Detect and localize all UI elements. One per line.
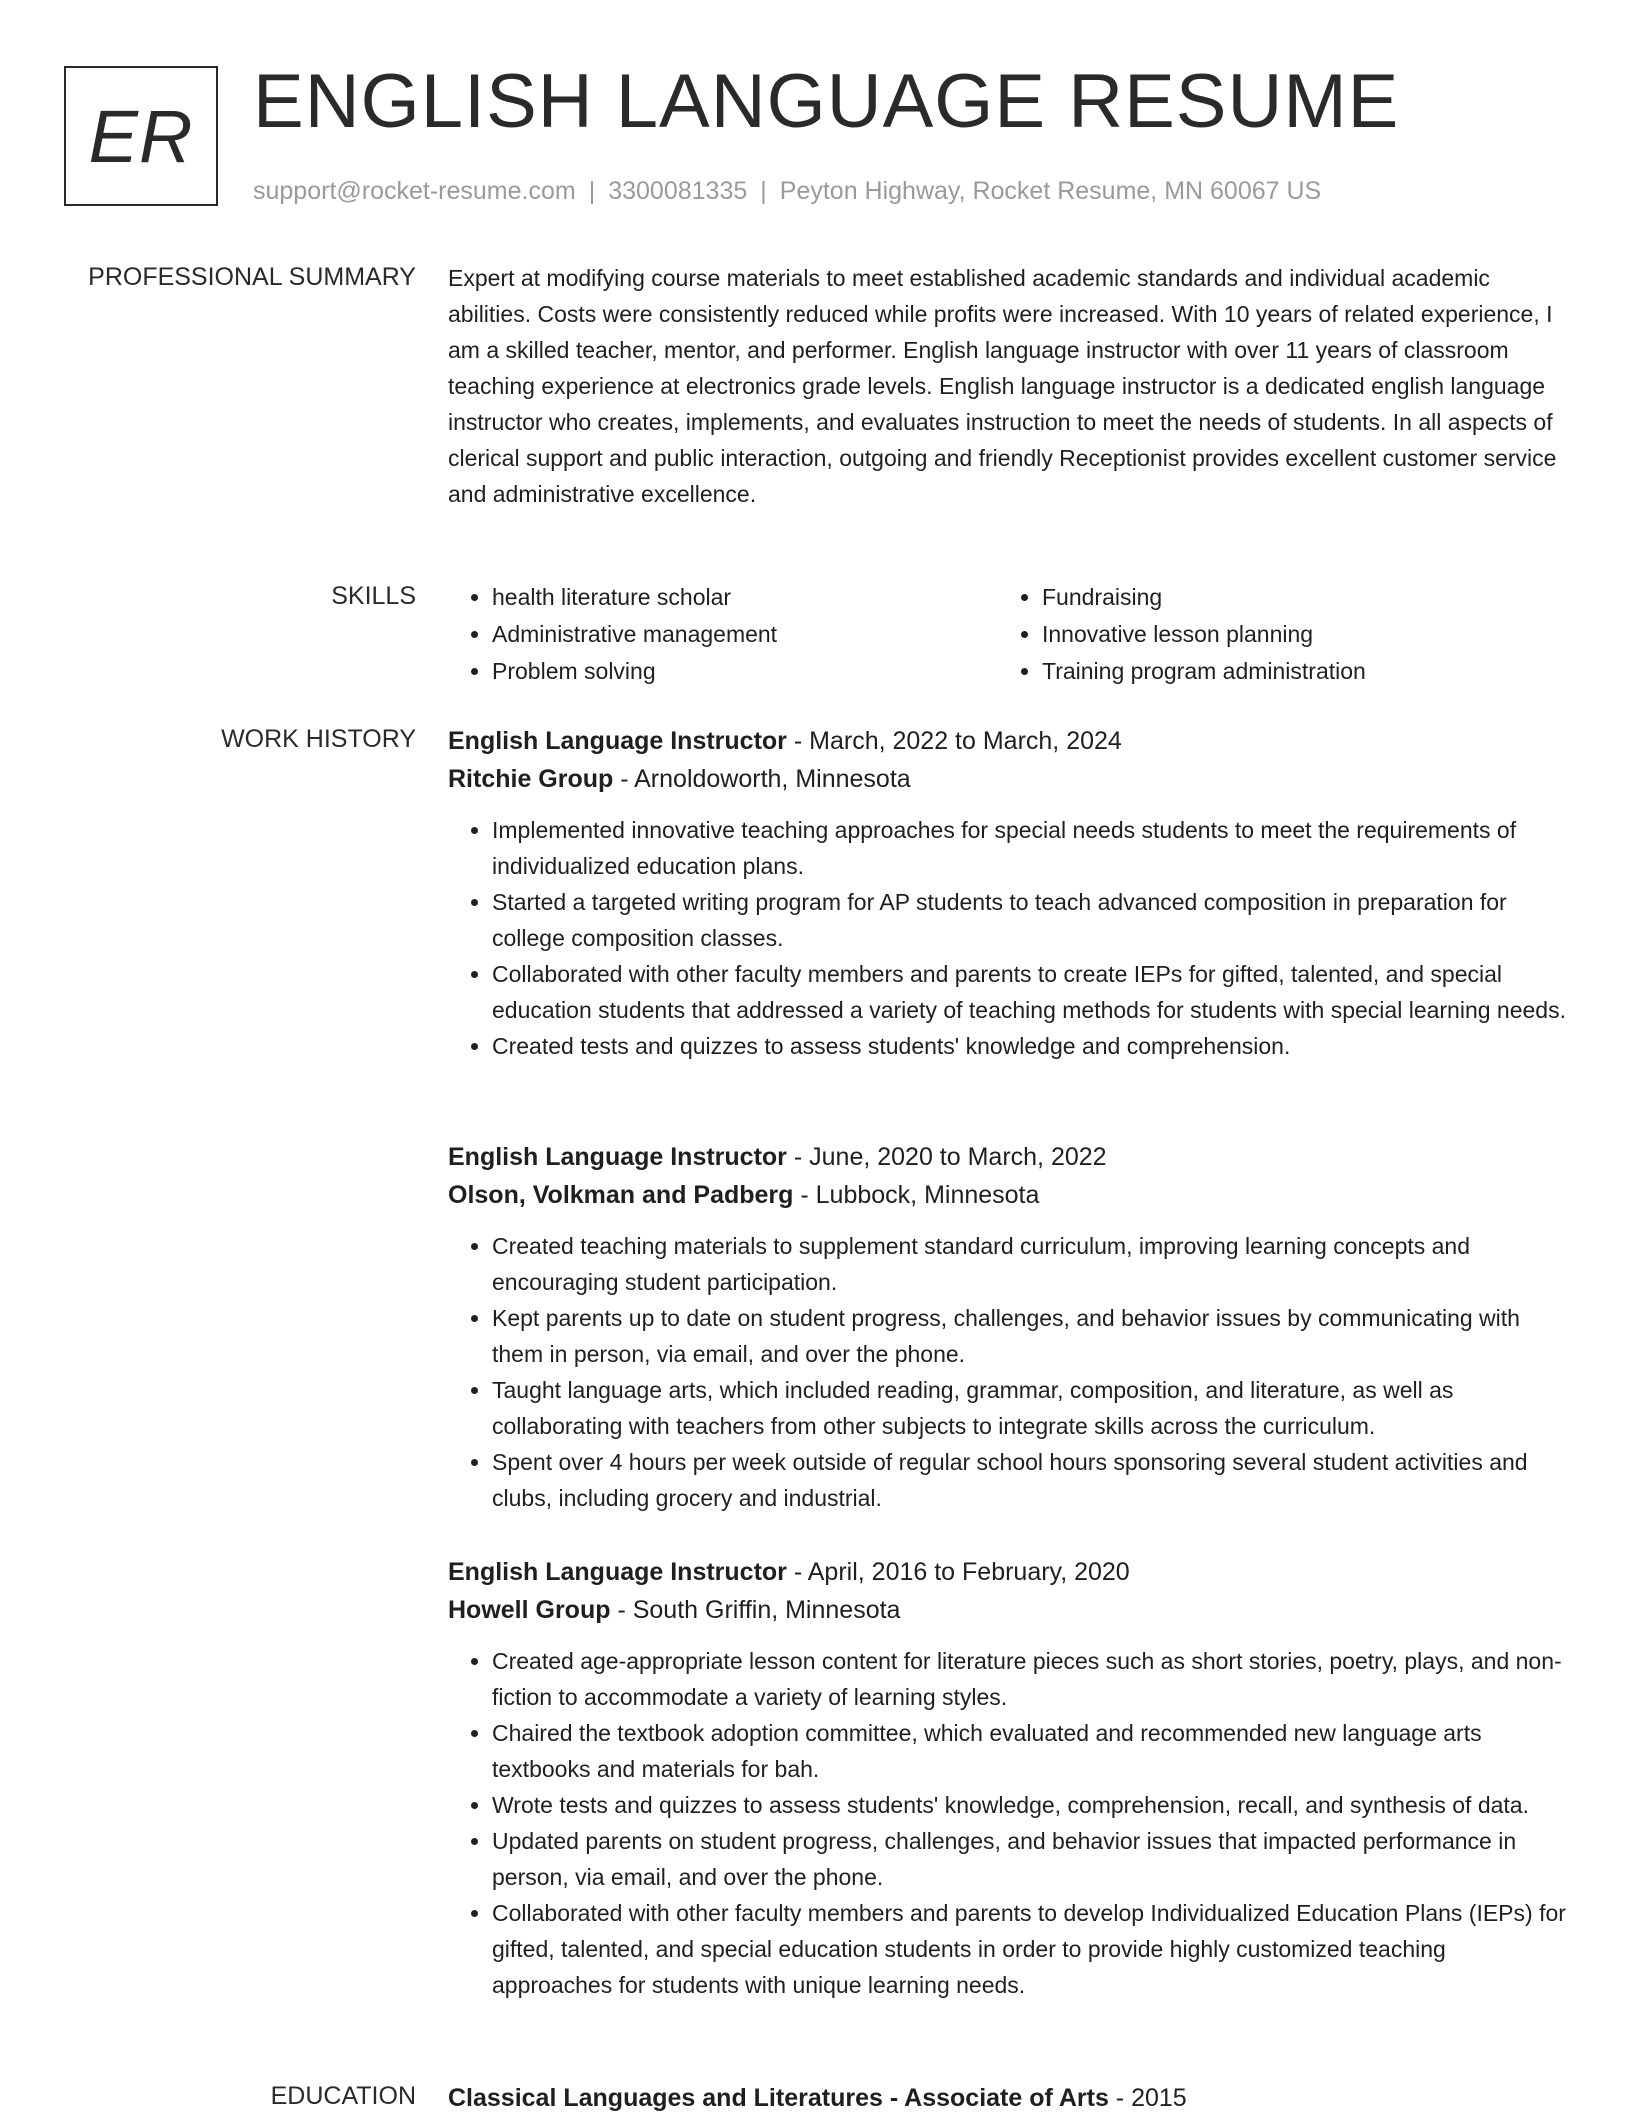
job-bullet: • Created tests and quizzes to assess students' knowledge and comprehension. xyxy=(492,1028,1568,1064)
contact-email[interactable]: support@rocket-resume.com xyxy=(253,177,576,205)
job-bullet: • Collaborated with other faculty members and parents to develop Individualized Education Plans (IEPs) for gifted, talented, and special education students in order to provide highly customized teaching approaches for students with unique learning needs. xyxy=(492,1895,1568,2003)
skill-item: • Fundraising xyxy=(1042,579,1548,616)
job-location: - Lubbock, Minnesota xyxy=(793,1181,1040,1209)
job-company-line xyxy=(448,760,1568,798)
summary-label: PROFESSIONAL SUMMARY xyxy=(88,263,416,291)
skill-item: • Problem solving xyxy=(492,653,998,690)
skill-item: • Administrative management xyxy=(492,616,998,653)
job-title-line xyxy=(448,722,1568,760)
job-bullets xyxy=(448,812,1568,1064)
contact-line xyxy=(253,174,1321,208)
job-title: English Language Instructor xyxy=(448,727,787,755)
skills-label: SKILLS xyxy=(331,582,416,610)
education-body xyxy=(448,2079,1568,2117)
education-year: - 2015 xyxy=(1108,2084,1187,2112)
skills-body xyxy=(448,579,1568,690)
job-bullets xyxy=(448,1228,1568,1516)
job-title: English Language Instructor xyxy=(448,1558,787,1586)
job-company: Olson, Volkman and Padberg xyxy=(448,1181,794,1209)
work-label: WORK HISTORY xyxy=(221,725,416,753)
job-bullet: • Kept parents up to date on student progress, challenges, and behavior issues by communicating with them in person, via email, and over the phone. xyxy=(492,1300,1568,1372)
summary-text: Expert at modifying course materials to meet established academic standards and individual academic abilities. Costs were consistently reduced while profits were increased. With 10 years of related experience, I am a skilled teacher, mentor, and performer. English language instructor with over 11 years of classroom teaching experience at electronics grade levels. English language instructor is a dedicated english language instructor who creates, implements, and evaluates instruction to meet the needs of students. In all aspects of clerical support and public interaction, outgoing and friendly Receptionist provides excellent customer service and administrative excellence. xyxy=(448,265,1557,507)
job-entry xyxy=(448,722,1568,1064)
job-company: Ritchie Group xyxy=(448,765,614,793)
contact-separator: | xyxy=(588,177,596,205)
job-bullet: • Created teaching materials to supplement standard curriculum, improving learning concepts and encouraging student participation. xyxy=(492,1228,1568,1300)
summary-body xyxy=(448,260,1568,512)
job-entry xyxy=(448,1138,1568,1516)
job-company-line xyxy=(448,1176,1568,1214)
job-title-line xyxy=(448,1138,1568,1176)
job-entry xyxy=(448,1553,1568,2003)
job-company: Howell Group xyxy=(448,1596,611,1624)
job-bullets xyxy=(448,1643,1568,2003)
job-location: - Arnoldoworth, Minnesota xyxy=(613,765,911,793)
skill-item: • Innovative lesson planning xyxy=(1042,616,1548,653)
monogram-initials: ER xyxy=(64,66,218,206)
job-bullet: • Wrote tests and quizzes to assess students' knowledge, comprehension, recall, and synthesis of data. xyxy=(492,1787,1568,1823)
job-bullet: • Started a targeted writing program for AP students to teach advanced composition in preparation for college composition classes. xyxy=(492,884,1568,956)
skills-list-right xyxy=(998,579,1548,690)
education-label: EDUCATION xyxy=(270,2082,416,2110)
work-body xyxy=(448,722,1568,1998)
job-bullet: • Spent over 4 hours per week outside of regular school hours sponsoring several student activities and clubs, including grocery and industrial. xyxy=(492,1444,1568,1516)
skills-list-left xyxy=(448,579,998,690)
skill-item: • Training program administration xyxy=(1042,653,1548,690)
job-dates: - June, 2020 to March, 2022 xyxy=(786,1143,1107,1171)
job-bullet: • Created age-appropriate lesson content for literature pieces such as short stories, poetry, plays, and non-fiction to accommodate a variety of learning styles. xyxy=(492,1643,1568,1715)
education-degree: Classical Languages and Literatures - Associate of Arts xyxy=(448,2084,1109,2112)
job-bullet: • Taught language arts, which included reading, grammar, composition, and literature, as well as collaborating with teachers from other subjects to integrate skills across the curriculum. xyxy=(492,1372,1568,1444)
job-bullet: • Collaborated with other faculty members and parents to create IEPs for gifted, talented, and special education students that addressed a variety of teaching methods for students with special learning needs. xyxy=(492,956,1568,1028)
job-title: English Language Instructor xyxy=(448,1143,787,1171)
job-bullet: • Implemented innovative teaching approaches for special needs students to meet the requirements of individualized education plans. xyxy=(492,812,1568,884)
contact-separator: | xyxy=(760,177,767,205)
contact-address: Peyton Highway, Rocket Resume, MN 60067 US xyxy=(779,177,1322,205)
job-dates: - March, 2022 to March, 2024 xyxy=(786,727,1122,755)
contact-phone[interactable]: 3300081335 xyxy=(608,177,748,205)
resume-title: ENGLISH LANGUAGE RESUME xyxy=(253,59,1400,144)
skill-item: • health literature scholar xyxy=(492,579,998,616)
job-company-line xyxy=(448,1591,1568,1629)
job-title-line xyxy=(448,1553,1568,1591)
education-line xyxy=(448,2079,1568,2117)
job-location: - South Griffin, Minnesota xyxy=(610,1596,901,1624)
job-bullet: • Chaired the textbook adoption committee, which evaluated and recommended new language arts textbooks and materials for bah. xyxy=(492,1715,1568,1787)
job-bullet: • Updated parents on student progress, challenges, and behavior issues that impacted performance in person, via email, and over the phone. xyxy=(492,1823,1568,1895)
job-dates: - April, 2016 to February, 2020 xyxy=(786,1558,1130,1586)
